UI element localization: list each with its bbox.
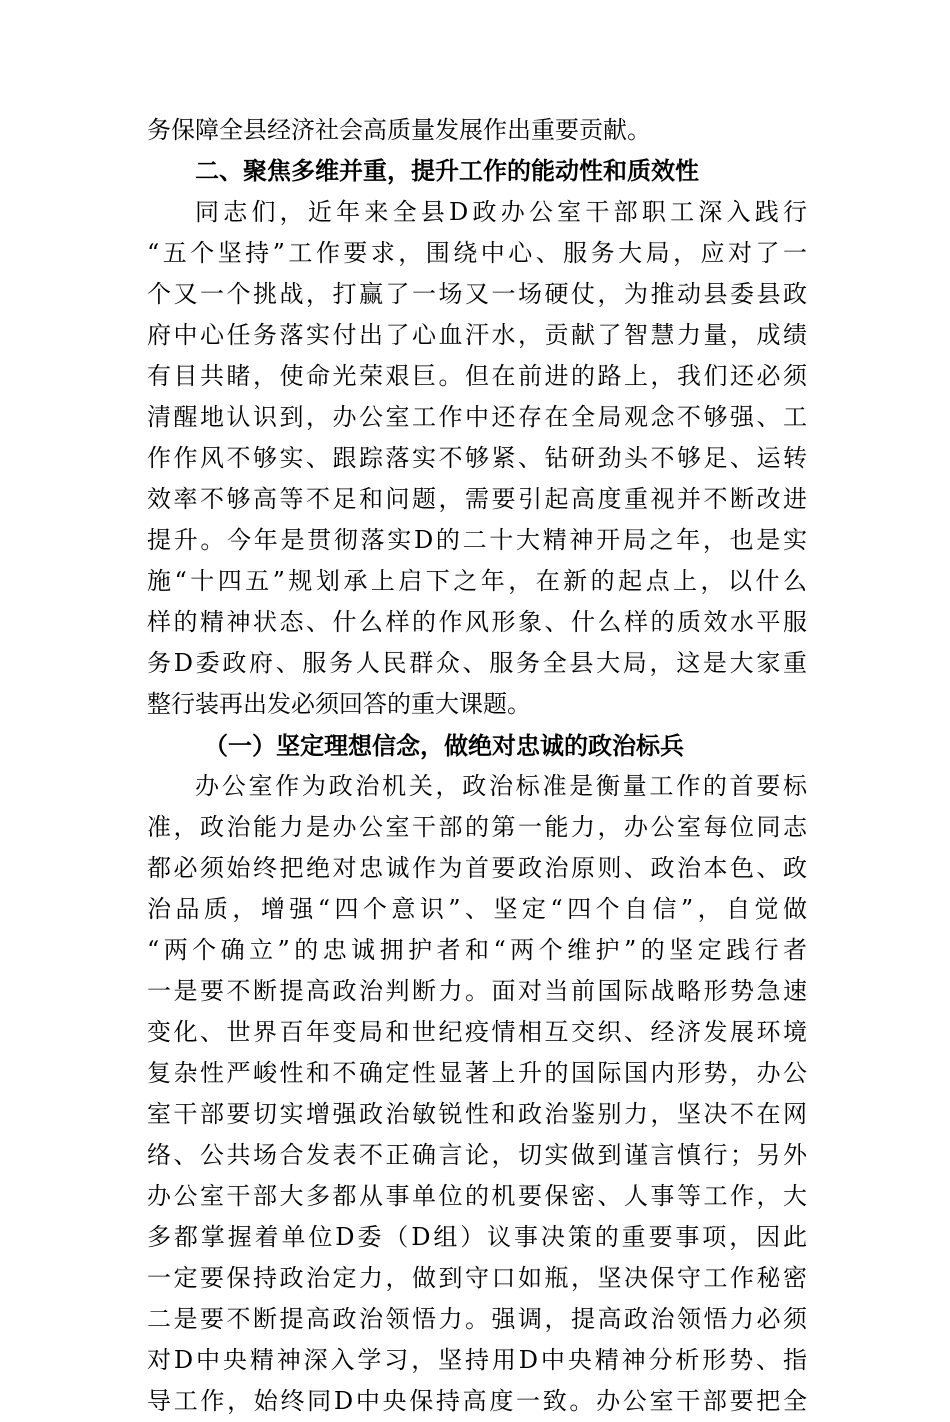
paragraph-line: 清醒地认识到，办公室工作中还存在全局观念不够强、工 — [147, 403, 807, 431]
paragraph-line: 一定要保持政治定力，做到守口如瓶，坚决保守工作秘密 — [147, 1264, 807, 1292]
paragraph-line: 府中心任务落实付出了心血汗水，贡献了智慧力量，成绩 — [147, 321, 807, 349]
paragraph-line: 一是要不断提高政治判断力。面对当前国际战略形势急速 — [147, 977, 807, 1005]
paragraph-line: 办公室作为政治机关，政治标准是衡量工作的首要标 — [195, 772, 807, 800]
paragraph-line: 样的精神状态、什么样的作风形象、什么样的质效水平服 — [147, 608, 807, 636]
paragraph-line: 治品质，增强“四个意识”、坚定“四个自信”，自觉做 — [147, 895, 807, 923]
paragraph-line: 个又一个挑战，打赢了一场又一场硬仗，为推动县委县政 — [147, 280, 807, 308]
subsection-heading: （一）坚定理想信念，做绝对忠诚的政治标兵 — [204, 731, 684, 760]
paragraph-line: 提升。今年是贯彻落实D的二十大精神开局之年，也是实 — [147, 526, 807, 554]
paragraph-line: 施“十四五”规划承上启下之年，在新的起点上，以什么 — [147, 567, 807, 595]
paragraph-line: 对D中央精神深入学习，坚持用D中央精神分析形势、指 — [147, 1346, 807, 1374]
document-body — [147, 110, 807, 1422]
paragraph-line: 务保障全县经济社会高质量发展作出重要贡献。 — [147, 116, 651, 144]
paragraph-line: 二是要不断提高政治领悟力。强调，提高政治领悟力必须 — [147, 1305, 807, 1333]
paragraph-line: 室干部要切实增强政治敏锐性和政治鉴别力，坚决不在网 — [147, 1100, 807, 1128]
paragraph-line: 络、公共场合发表不正确言论，切实做到谨言慎行；另外 — [147, 1141, 807, 1169]
paragraph-line: 务D委政府、服务人民群众、服务全县大局，这是大家重 — [147, 649, 807, 677]
paragraph-line: 整行装再出发必须回答的重大课题。 — [147, 690, 531, 718]
paragraph-line: 复杂性严峻性和不确定性显著上升的国际国内形势，办公 — [147, 1059, 807, 1087]
paragraph-line: 变化、世界百年变局和世纪疫情相互交织、经济发展环境 — [147, 1018, 807, 1046]
paragraph-line: 多都掌握着单位D委（D组）议事决策的重要事项，因此 — [147, 1223, 807, 1251]
paragraph-line: 准，政治能力是办公室干部的第一能力，办公室每位同志 — [147, 813, 807, 841]
paragraph-line: 都必须始终把绝对忠诚作为首要政治原则、政治本色、政 — [147, 854, 807, 882]
paragraph-line: “五个坚持”工作要求，围绕中心、服务大局，应对了一 — [147, 239, 807, 267]
paragraph-line: 办公室干部大多都从事单位的机要保密、人事等工作，大 — [147, 1182, 807, 1210]
paragraph-line: 同志们，近年来全县D政办公室干部职工深入践行 — [195, 198, 807, 226]
paragraph-line: 有目共睹，使命光荣艰巨。但在前进的路上，我们还必须 — [147, 362, 807, 390]
paragraph-line: 导工作，始终同D中央保持高度一致。办公室干部要把全 — [147, 1387, 807, 1415]
paragraph-line: 作作风不够实、跟踪落实不够紧、钻研劲头不够足、运转 — [147, 444, 807, 472]
paragraph-line: “两个确立”的忠诚拥护者和“两个维护”的坚定践行者 — [147, 936, 807, 964]
paragraph-line: 效率不够高等不足和问题，需要引起高度重视并不断改进 — [147, 485, 807, 513]
section-heading: 二、聚焦多维并重，提升工作的能动性和质效性 — [195, 157, 699, 185]
